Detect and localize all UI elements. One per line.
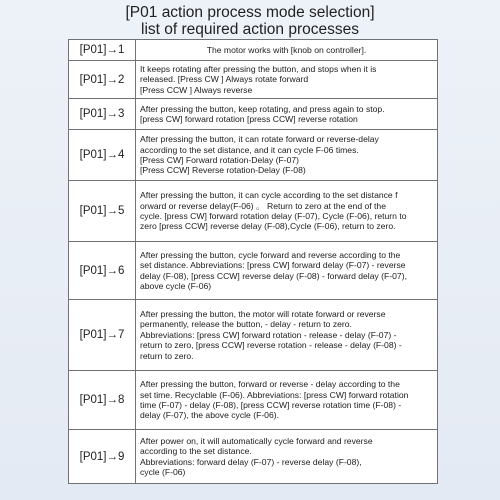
description-line: [Press CCW ] Always reverse bbox=[140, 84, 253, 95]
mode-table bbox=[68, 39, 438, 484]
mode-description bbox=[136, 242, 438, 300]
description-line: set distance. Abbreviations: [press CW] forward delay (F-07) - reverse bbox=[140, 260, 406, 271]
mode-code: [P01]→2 bbox=[69, 61, 136, 99]
title-line-2: list of required action processes bbox=[141, 21, 359, 38]
mode-description bbox=[136, 61, 438, 99]
description-line: zero [press CCW] reverse delay (F-08),Cycle (F-06), return to zero. bbox=[140, 221, 396, 232]
description-line: cycle (F-06) bbox=[140, 466, 186, 477]
description-line: [Press CW] Forward rotation-Delay (F-07) bbox=[140, 155, 300, 165]
mode-code: [P01]→6 bbox=[69, 242, 136, 300]
table-row bbox=[69, 130, 438, 181]
mode-code: [P01]→3 bbox=[69, 99, 136, 130]
table-row bbox=[69, 181, 438, 242]
description-line: according to the set distance. bbox=[140, 446, 252, 457]
mode-description bbox=[136, 99, 438, 130]
mode-description bbox=[136, 430, 438, 484]
table-row bbox=[69, 300, 438, 371]
description-line: After pressing the button, forward or reverse - delay according to the bbox=[140, 379, 400, 390]
page-title bbox=[0, 4, 500, 38]
mode-description bbox=[136, 371, 438, 430]
mode-description bbox=[136, 40, 438, 61]
description-line: return to zero, [press CCW] reverse rotation - release - delay (F-08) - bbox=[140, 340, 402, 351]
description-line: [press CW] forward rotation [press CCW] reverse rotation bbox=[140, 114, 358, 124]
description-line: It keeps rotating after pressing the button, and stops when it is bbox=[140, 63, 377, 74]
description-line: time (F-07) - delay (F-08), [press CCW] reverse rotation time (F-08) - bbox=[140, 400, 402, 410]
description-line: above cycle (F-06) bbox=[140, 280, 212, 291]
description-line: After pressing the button, it can rotate forward or reverse-delay bbox=[140, 134, 379, 145]
description-line: delay (F-07), the above cycle (F-06). bbox=[140, 410, 279, 421]
table-row bbox=[69, 40, 438, 61]
table-row bbox=[69, 99, 438, 130]
description-line: cycle. [press CW] forward rotation delay (F-07), Cycle (F-06), return to bbox=[140, 211, 407, 221]
description-line: delay (F-08), [press CCW] reverse delay (F-08) - forward delay (F-07), bbox=[140, 270, 407, 281]
description-line: set time. Recyclable (F-06). Abbreviations: [press CW] forward rotation bbox=[140, 389, 409, 400]
description-line: After pressing the button, it can cycle according to the set distance f bbox=[140, 190, 398, 201]
description-line: After pressing the button, cycle forward and reverse according to the bbox=[140, 249, 401, 260]
table-row bbox=[69, 61, 438, 99]
description-line: Abbreviations: forward delay (F-07) - reverse delay (F-08), bbox=[140, 456, 362, 467]
description-line: orward or reverse delay(F-06) 。 Return to zero at the end of the bbox=[140, 200, 386, 211]
title-line-1: [P01 action process mode selection] bbox=[125, 4, 375, 21]
table-row bbox=[69, 371, 438, 430]
table-row bbox=[69, 242, 438, 300]
description-line: [Press CCW] Reverse rotation-Delay (F-08) bbox=[140, 165, 306, 176]
description-line: return to zero. bbox=[140, 350, 194, 361]
description-line: permanently, release the button, - delay - return to zero. bbox=[140, 319, 352, 330]
mode-code: [P01]→7 bbox=[69, 300, 136, 371]
mode-code: [P01]→4 bbox=[69, 130, 136, 181]
description-line: After pressing the button, keep rotating, and press again to stop. bbox=[140, 103, 385, 114]
mode-code: [P01]→5 bbox=[69, 181, 136, 242]
description-line: Abbreviations: [press CW] forward rotation - release - delay (F-07) - bbox=[140, 329, 397, 340]
mode-code: [P01]→1 bbox=[69, 40, 136, 61]
description-line: released. [Press CW ] Always rotate forward bbox=[140, 74, 309, 85]
mode-code: [P01]→8 bbox=[69, 371, 136, 430]
table-row bbox=[69, 430, 438, 484]
mode-description bbox=[136, 300, 438, 371]
description-line: according to the set distance, and it can cycle F-06 times. bbox=[140, 144, 359, 155]
description-line: After power on, it will automatically cycle forward and reverse bbox=[140, 435, 373, 446]
mode-code: [P01]→9 bbox=[69, 430, 136, 484]
mode-description bbox=[136, 181, 438, 242]
mode-description bbox=[136, 130, 438, 181]
description-line: After pressing the button, the motor will rotate forward or reverse bbox=[140, 308, 386, 319]
description-line: The motor works with [knob on controller]. bbox=[206, 44, 367, 55]
